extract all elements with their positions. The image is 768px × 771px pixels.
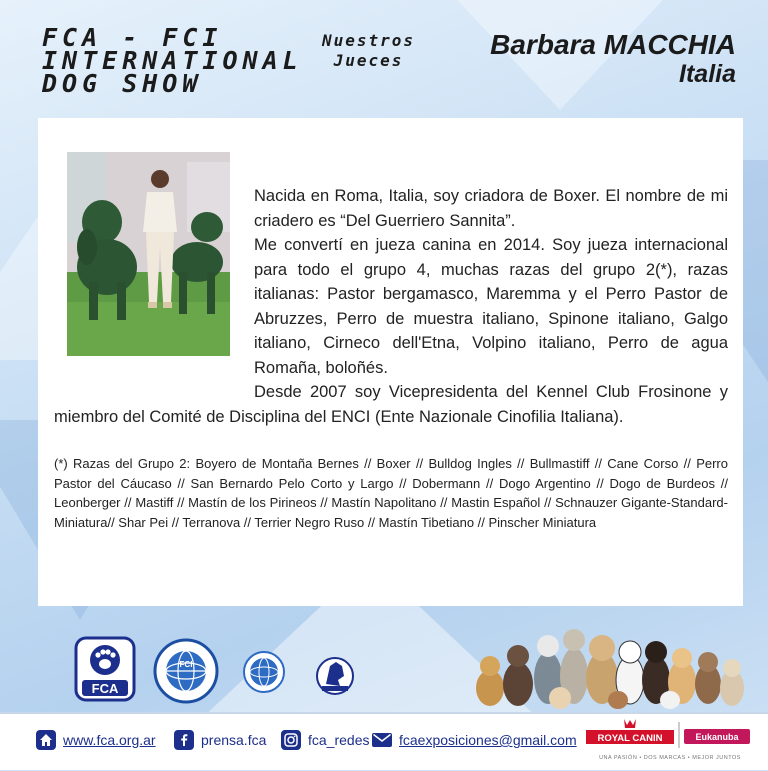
fci-globe-logo bbox=[244, 652, 284, 692]
sponsor-tagline: UNA PASIÓN • DOS MARCAS • MEJOR JUNTOS bbox=[599, 755, 741, 761]
footer-web[interactable] bbox=[36, 730, 156, 750]
footer-bar bbox=[0, 712, 768, 770]
section-title bbox=[322, 31, 415, 71]
logo-row bbox=[74, 636, 364, 711]
fca-logo bbox=[76, 638, 134, 700]
bio-paragraph: Nacida en Roma, Italia, soy criadora de Boxer. El nombre de mi criadero es “Del Guerriero Sannita”. bbox=[254, 187, 728, 230]
judge-name: Barbara MACCHIA bbox=[490, 29, 736, 60]
show-title bbox=[42, 23, 303, 98]
instagram-icon bbox=[281, 730, 301, 750]
dog-figure bbox=[503, 645, 533, 706]
footer-instagram[interactable] bbox=[281, 730, 369, 750]
dogs-group-illustration bbox=[470, 618, 745, 710]
web-link[interactable]: www.fca.org.ar bbox=[63, 732, 156, 748]
sponsor-logos bbox=[586, 716, 754, 766]
content-card bbox=[38, 118, 743, 606]
email-icon bbox=[372, 730, 392, 750]
eukanuba-logo bbox=[684, 729, 750, 744]
sponsor-logo-art bbox=[586, 716, 754, 766]
breed-club-logo bbox=[317, 658, 353, 694]
fci-logo-text: FCI bbox=[179, 660, 193, 669]
dog-figure bbox=[720, 659, 744, 706]
judge-heading bbox=[490, 30, 736, 88]
judge-bio bbox=[54, 184, 728, 429]
facebook-icon bbox=[174, 730, 194, 750]
show-title-line: INTERNATIONAL bbox=[42, 46, 303, 75]
footer-facebook[interactable] bbox=[174, 730, 266, 750]
breed-footnote: (*) Razas del Grupo 2: Boyero de Montaña Bernes // Boxer // Bulldog Ingles // Bullmastiff // Cane Corso // Perro Pastor del Cáucaso // San Bernardo Pelo Corto y Largo // Dobermann // Dogo Argentino // Dogo de Burdeos // Leonberger // Mastiff // Mastín de los Pirineos // Mastín Napolitano // Mastin Español // Schnauzer Gigante-Standard-Miniatura// Shar Pei // Terranova // Terrier Negro Ruso // Mastín Tibetiano // Pinscher Miniatura bbox=[54, 456, 728, 530]
judge-country: Italia bbox=[679, 60, 736, 88]
royal-canin-logo bbox=[586, 719, 674, 744]
show-title-line: FCA - FCI bbox=[42, 23, 223, 52]
email-link[interactable]: fcaexposiciones@gmail.com bbox=[399, 732, 577, 748]
section-title-line: Nuestros bbox=[322, 31, 416, 50]
section-title-line: Jueces bbox=[333, 51, 404, 70]
fci-logo bbox=[155, 640, 217, 702]
show-title-line: DOG SHOW bbox=[42, 69, 203, 98]
dog-figure bbox=[476, 656, 504, 706]
footer-email[interactable] bbox=[372, 730, 577, 750]
eukanuba-text: Eukanuba bbox=[695, 732, 739, 742]
bio-paragraph: Desde 2007 soy Vicepresidenta del Kennel Club Frosinone y miembro del Comité de Disciplina del ENCI (Ente Nazionale Cinofilia Italiana). bbox=[54, 383, 728, 426]
fca-logo-text: FCA bbox=[91, 681, 119, 696]
home-icon bbox=[36, 730, 56, 750]
federation-logos bbox=[74, 636, 364, 706]
dog-figure bbox=[695, 652, 721, 704]
bio-paragraph: Me convertí en jueza canina en 2014. Soy jueza internacional para todo el grupo 4, muchas razas del grupo 2(*), razas italianas: Pastor bergamasco, Maremma y el Perro Pastor de Abruzzes, Perro de muestra italiano, Spinone italiano, Galgo italiano, Cirneco dell'Etna, Volpino italiano, Perro de agua Romaña, boloñés. bbox=[254, 236, 728, 377]
royal-canin-text: ROYAL CANIN bbox=[597, 733, 663, 744]
facebook-handle[interactable]: prensa.fca bbox=[201, 732, 267, 748]
dogs-illustration bbox=[470, 618, 745, 715]
instagram-handle[interactable]: fca_redes bbox=[308, 732, 370, 748]
